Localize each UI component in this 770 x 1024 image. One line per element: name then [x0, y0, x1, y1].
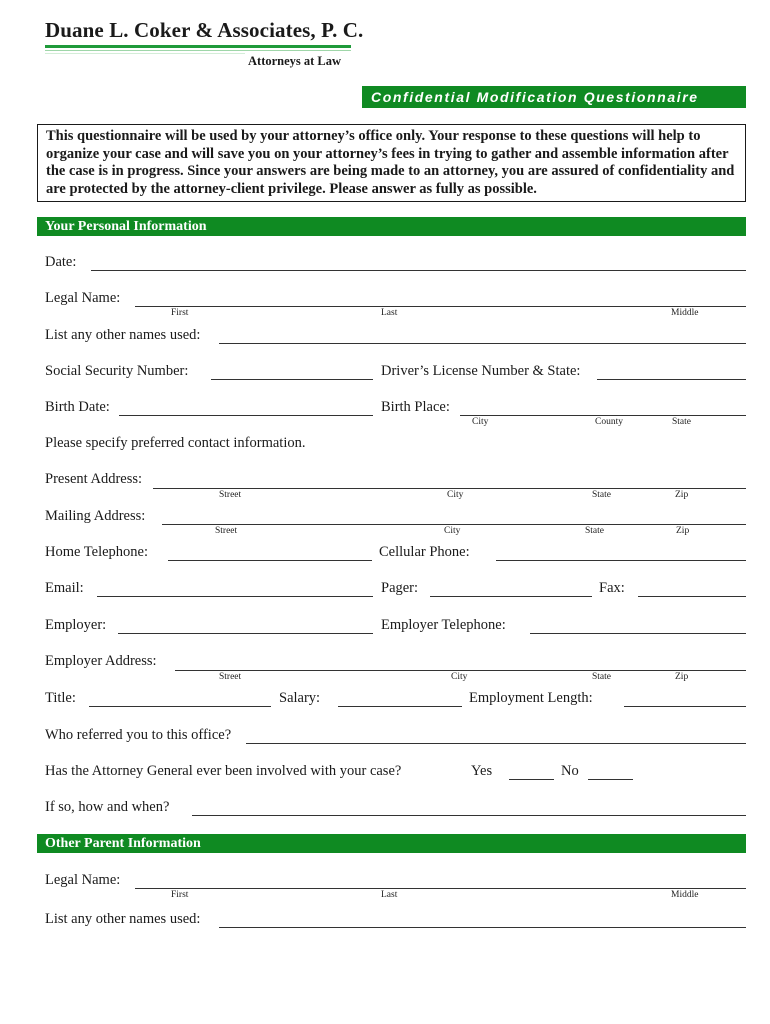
ag-no-label: No: [561, 763, 579, 779]
header-rule-faint: [45, 53, 245, 54]
referred-field[interactable]: [246, 743, 746, 744]
salary-label: Salary:: [279, 690, 321, 706]
legal-name-label: Legal Name:: [45, 290, 121, 306]
ssn-field[interactable]: [211, 379, 373, 380]
if-so-field[interactable]: [192, 815, 746, 816]
section-personal-info: Your Personal Information: [37, 217, 746, 236]
contact-pref-label: Please specify preferred contact information.: [45, 435, 306, 451]
title-label: Title:: [45, 690, 76, 706]
ssn-label: Social Security Number:: [45, 363, 189, 379]
present-address-field[interactable]: [153, 488, 746, 489]
fax-field[interactable]: [638, 596, 746, 597]
employer-city-caption: City: [451, 672, 468, 682]
birth-state-caption: State: [672, 417, 691, 427]
employer-state-caption: State: [592, 672, 611, 682]
ag-yes-label: Yes: [471, 763, 493, 779]
cell-phone-field[interactable]: [496, 560, 746, 561]
legal-name-field[interactable]: [135, 306, 746, 307]
pager-label: Pager:: [381, 580, 419, 596]
intro-text: This questionnaire will be used by your attorney’s office only. Your response to these questions will help to organize your case and will save you on your attorney’s fees in trying to gather and assemble information after the case is in progress. Since your answers are being made to an attorney, you are assured of confidentiality and are protected by the attorney-client privilege. Please answer as fully as possible.: [37, 124, 746, 202]
op-other-names-field[interactable]: [219, 927, 746, 928]
present-street-caption: Street: [219, 490, 242, 500]
dl-label: Driver’s License Number & State:: [381, 363, 581, 379]
ag-no-field[interactable]: [588, 779, 633, 780]
birth-place-field[interactable]: [460, 415, 746, 416]
fax-label: Fax:: [599, 580, 625, 596]
present-state-caption: State: [592, 490, 611, 500]
firm-name: Duane L. Coker & Associates, P. C.: [45, 18, 364, 42]
section-other-parent: Other Parent Information: [37, 834, 746, 853]
salary-field[interactable]: [338, 706, 462, 707]
birth-date-field[interactable]: [119, 415, 373, 416]
employer-address-label: Employer Address:: [45, 653, 157, 669]
email-field[interactable]: [97, 596, 373, 597]
other-names-field[interactable]: [219, 343, 746, 344]
employer-field[interactable]: [118, 633, 373, 634]
first-name-caption: First: [171, 308, 189, 318]
ag-yes-field[interactable]: [509, 779, 554, 780]
employer-address-field[interactable]: [175, 670, 746, 671]
birth-county-caption: County: [595, 417, 623, 427]
present-address-label: Present Address:: [45, 471, 143, 487]
firm-tagline: Attorneys at Law: [248, 54, 342, 68]
pager-field[interactable]: [430, 596, 592, 597]
home-phone-label: Home Telephone:: [45, 544, 149, 560]
birth-date-label: Birth Date:: [45, 399, 110, 415]
op-other-names-label: List any other names used:: [45, 911, 201, 927]
home-phone-field[interactable]: [168, 560, 372, 561]
employer-phone-field[interactable]: [530, 633, 746, 634]
op-first-name-caption: First: [171, 890, 189, 900]
mailing-city-caption: City: [444, 526, 461, 536]
dl-field[interactable]: [597, 379, 746, 380]
form-title: Confidential Modification Questionnaire: [362, 86, 746, 108]
employer-street-caption: Street: [219, 672, 242, 682]
if-so-label: If so, how and when?: [45, 799, 170, 815]
employment-length-field[interactable]: [624, 706, 746, 707]
op-middle-name-caption: Middle: [671, 890, 699, 900]
employment-length-label: Employment Length:: [469, 690, 593, 706]
mailing-zip-caption: Zip: [676, 526, 690, 536]
ag-question-label: Has the Attorney General ever been involved with your case?: [45, 763, 402, 779]
mailing-address-field[interactable]: [162, 524, 746, 525]
header-rule-thin: [45, 50, 351, 51]
employer-label: Employer:: [45, 617, 107, 633]
op-last-name-caption: Last: [381, 890, 398, 900]
last-name-caption: Last: [381, 308, 398, 318]
op-legal-name-label: Legal Name:: [45, 872, 121, 888]
employer-zip-caption: Zip: [675, 672, 689, 682]
mailing-state-caption: State: [585, 526, 604, 536]
mailing-address-label: Mailing Address:: [45, 508, 146, 524]
mailing-street-caption: Street: [215, 526, 238, 536]
op-legal-name-field[interactable]: [135, 888, 746, 889]
email-label: Email:: [45, 580, 84, 596]
referred-label: Who referred you to this office?: [45, 727, 232, 743]
header-rule: [45, 45, 351, 48]
other-names-label: List any other names used:: [45, 327, 201, 343]
birth-place-label: Birth Place:: [381, 399, 450, 415]
date-field[interactable]: [91, 270, 746, 271]
title-field[interactable]: [89, 706, 271, 707]
middle-name-caption: Middle: [671, 308, 699, 318]
date-label: Date:: [45, 254, 77, 270]
birth-city-caption: City: [472, 417, 489, 427]
cell-phone-label: Cellular Phone:: [379, 544, 470, 560]
present-city-caption: City: [447, 490, 464, 500]
present-zip-caption: Zip: [675, 490, 689, 500]
employer-phone-label: Employer Telephone:: [381, 617, 506, 633]
